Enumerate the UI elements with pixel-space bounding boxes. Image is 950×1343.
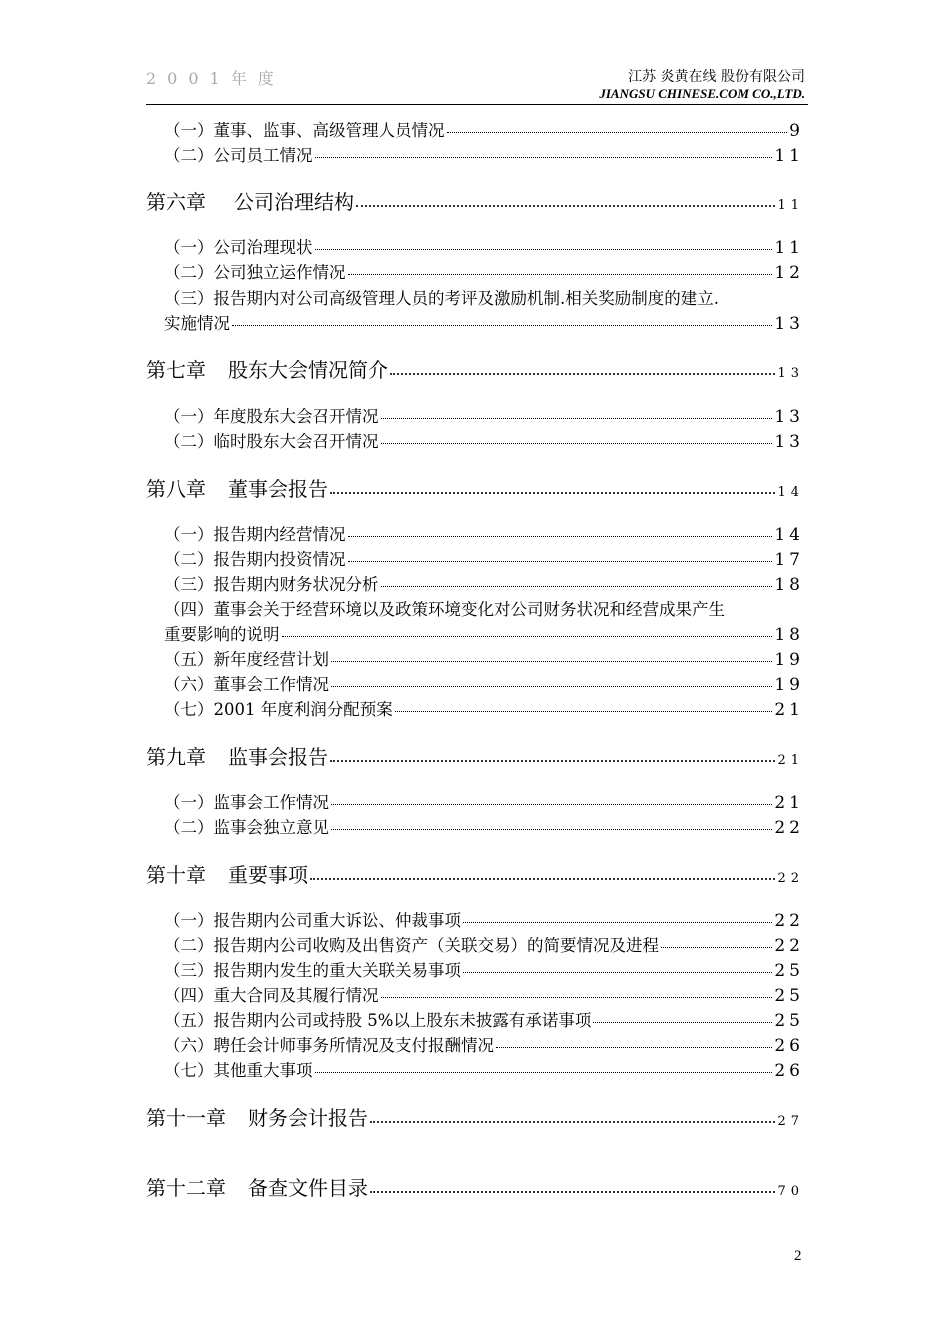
toc-entry[interactable] [164,428,804,452]
dot-leader [395,711,773,712]
dot-leader [331,661,772,662]
chapter-number: 第七章 [146,358,206,382]
chapter-number: 第八章 [146,477,206,501]
chapter-page: 21 [777,753,804,768]
dot-leader [496,1047,772,1048]
toc-entry-label: （二）报告期内投资情况 [164,550,346,569]
dot-leader [232,325,772,326]
dot-leader [331,804,772,805]
header-company-en: JIANGSU CHINESE.COM CO.,LTD. [599,86,805,101]
toc-entry-label: （一）董事、监事、高级管理人员情况 [164,121,445,140]
toc-entry-page: 25 [774,986,804,1006]
dot-leader [348,536,773,537]
dot-leader [463,972,772,973]
toc-chapter[interactable] [146,354,804,383]
dot-leader [390,373,775,375]
toc-entry-label: （二）临时股东大会召开情况 [164,432,379,451]
toc-entry-label: 实施情况 [164,314,230,333]
toc-entry[interactable] [164,142,804,166]
toc-entry-label: （六）董事会工作情况 [164,675,329,694]
toc-entry-line1[interactable]: （三）报告期内对公司高级管理人员的考评及激励机制.相关奖励制度的建立. [164,289,719,308]
dot-leader [381,997,773,998]
toc-entry-page: 14 [774,525,804,545]
chapter-title: 财务会计报告 [248,1106,368,1130]
dot-leader [370,1191,775,1193]
toc-entry-page: 9 [789,121,804,141]
toc-entry-page: 21 [774,700,804,720]
chapter-title: 股东大会情况简介 [228,358,388,382]
dot-leader [330,760,775,762]
dot-leader [330,492,775,494]
toc-entry-label: （一）公司治理现状 [164,238,313,257]
toc-chapter[interactable] [146,1102,804,1131]
toc-entry[interactable] [164,1007,804,1031]
chapter-page: 13 [777,366,804,381]
toc-entry-page: 19 [774,650,804,670]
dot-leader [331,686,772,687]
toc-entry-page: 19 [774,675,804,695]
toc-entry[interactable] [164,521,804,545]
dot-leader [315,1072,773,1073]
dot-leader [381,443,773,444]
dot-leader [315,157,773,158]
toc-entry-label: （二）报告期内公司收购及出售资产（关联交易）的简要情况及进程 [164,936,659,955]
toc-entry-page: 25 [774,1011,804,1031]
toc-entry[interactable] [164,696,804,720]
chapter-title: 备查文件目录 [248,1176,368,1200]
toc-chapter[interactable] [146,473,804,502]
toc-entry-page: 25 [774,961,804,981]
chapter-page: 11 [777,198,804,213]
chapter-number: 第九章 [146,745,206,769]
header-year: 2001年度 [146,69,285,88]
toc-entry[interactable] [164,814,804,838]
toc-entry-label: （三）报告期内财务状况分析 [164,575,379,594]
toc-entry[interactable] [164,907,804,931]
toc-entry[interactable] [164,957,804,981]
toc-entry[interactable] [164,403,804,427]
toc-entry-label: （七）2001 年度利润分配预案 [164,700,393,719]
toc-entry-page: 26 [774,1036,804,1056]
toc-entry-page: 17 [774,550,804,570]
dot-leader [370,1121,775,1123]
toc-entry-label: （五）报告期内公司或持股 5%以上股东未披露有承诺事项 [164,1011,592,1030]
toc-chapter[interactable] [146,859,804,888]
toc-entry-label: （一）年度股东大会召开情况 [164,407,379,426]
toc-entry-label: 重要影响的说明 [164,625,280,644]
toc-entry-page: 22 [774,818,804,838]
dot-leader [447,132,788,133]
toc-entry-label: （七）其他重大事项 [164,1061,313,1080]
toc-chapter[interactable] [146,1172,804,1201]
toc-entry[interactable] [164,117,804,141]
toc-entry-label: （二）公司独立运作情况 [164,263,346,282]
chapter-title: 监事会报告 [228,745,328,769]
toc-entry[interactable] [164,646,804,670]
toc-entry[interactable] [164,621,804,645]
toc-entry-page: 18 [774,575,804,595]
toc-entry-page: 22 [774,936,804,956]
toc-entry-line1[interactable]: （四）董事会关于经营环境以及政策环境变化对公司财务状况和经营成果产生 [164,600,725,619]
dot-leader [348,561,773,562]
page-number: 2 [794,1248,802,1264]
toc-entry-label: （六）聘任会计师事务所情况及支付报酬情况 [164,1036,494,1055]
toc-entry[interactable] [164,310,804,334]
toc-entry-page: 13 [774,432,804,452]
chapter-page: 70 [777,1184,804,1199]
header-rule [146,104,808,105]
chapter-number: 第十二章 [146,1176,226,1200]
chapter-title: 公司治理结构 [234,190,354,214]
chapter-page: 22 [777,871,804,886]
chapter-number: 第十章 [146,863,206,887]
dot-leader [381,586,773,587]
toc-entry-label: （二）公司员工情况 [164,146,313,165]
chapter-page: 27 [777,1114,804,1129]
dot-leader [356,205,775,207]
toc-entry-label: （一）监事会工作情况 [164,793,329,812]
chapter-number: 第十一章 [146,1106,226,1130]
dot-leader [310,878,775,880]
toc-entry[interactable] [164,789,804,813]
toc-entry[interactable] [164,982,804,1006]
chapter-title: 重要事项 [228,863,308,887]
toc-chapter[interactable] [146,186,804,215]
dot-leader [661,947,772,948]
dot-leader [463,922,772,923]
header-company-cn: 江苏 炎黄在线 股份有限公司 [628,69,805,85]
toc-entry[interactable] [164,546,804,570]
toc-chapter[interactable] [146,741,804,770]
dot-leader [593,1022,772,1023]
toc-entry-label: （四）重大合同及其履行情况 [164,986,379,1005]
dot-leader [315,249,773,250]
toc-entry[interactable] [164,234,804,258]
toc-entry[interactable] [164,1032,804,1056]
toc-entry-label: （三）报告期内发生的重大关联关易事项 [164,961,461,980]
toc-entry-label: （一）报告期内公司重大诉讼、仲裁事项 [164,911,461,930]
toc-entry-page: 26 [774,1061,804,1081]
toc-entry[interactable] [164,671,804,695]
toc-entry-label: （五）新年度经营计划 [164,650,329,669]
toc-entry-page: 11 [774,238,804,258]
toc-entry-page: 13 [774,407,804,427]
chapter-page: 14 [777,485,804,500]
toc-entry[interactable] [164,571,804,595]
toc-entry-page: 13 [774,314,804,334]
toc-entry-label: （一）报告期内经营情况 [164,525,346,544]
dot-leader [331,829,772,830]
toc-entry-page: 21 [774,793,804,813]
dot-leader [381,418,773,419]
toc-entry[interactable] [164,932,804,956]
dot-leader [282,636,773,637]
toc-entry[interactable] [164,259,804,283]
chapter-title: 董事会报告 [228,477,328,501]
toc-entry-page: 18 [774,625,804,645]
toc-entry-page: 12 [774,263,804,283]
toc-entry[interactable] [164,1057,804,1081]
chapter-number: 第六章 [146,190,206,214]
toc-entry-label: （二）监事会独立意见 [164,818,329,837]
toc-entry-page: 11 [774,146,804,166]
dot-leader [348,274,773,275]
toc-entry-page: 22 [774,911,804,931]
